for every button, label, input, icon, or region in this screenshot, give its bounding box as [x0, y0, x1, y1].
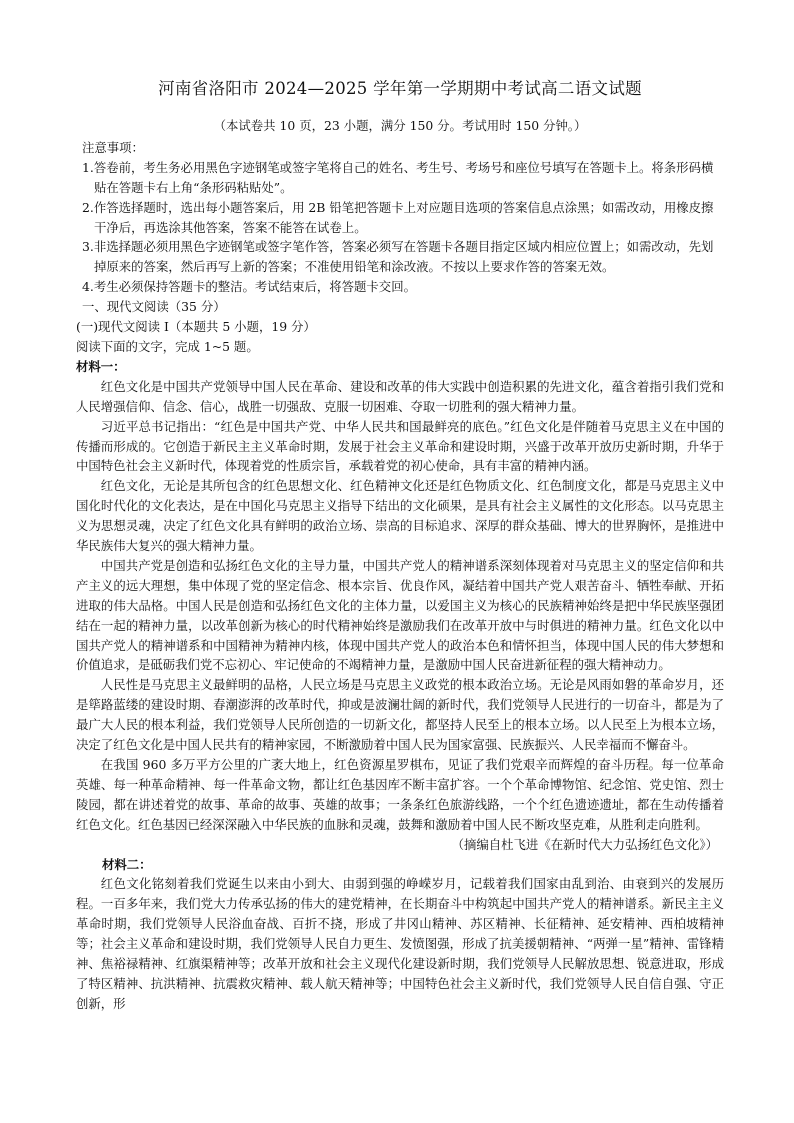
- subsection-heading: (一)现代文阅读 I（本题共 5 小题，19 分）: [76, 319, 316, 335]
- material1-paragraph: 红色文化是中国共产党领导中国人民在革命、建设和改革的伟大实践中创造积累的先进文化，蕴含着指引我们党和人民增强信仰、信念、信心，战胜一切强敌、克服一切困难、夺取一切胜利的强大精神力量。: [76, 378, 724, 414]
- material1-paragraph: 在我国 960 多万平方公里的广袤大地上，红色资源星罗棋布，见证了我们党艰辛而辉煌的奋斗历程。每一位革命英雄、每一种革命精神、每一件革命文物，都让红色基因库不断丰富扩容。一个个革命博物馆、纪念馆、党史馆、烈士陵园，都在讲述着党的故事、革命的故事、英雄的故事；一条条红色旅游线路，一个个红色遗迹遗址，都在生动传播着红色文化。红色基因已经深深融入中华民族的血脉和灵魂，鼓舞和激励着中国人民不断攻坚克难，从胜利走向胜利。: [76, 757, 724, 832]
- material1-paragraph: 人民性是马克思主义最鲜明的品格，人民立场是马克思主义政党的根本政治立场。无论是风雨如磐的革命岁月，还是筚路蓝缕的建设时期、春潮澎湃的改革时代，抑或是波澜壮阔的新时代，我们党领导人民进行的一切奋斗，都是为了最广大人民的根本利益，我们党领导人民所创造的一切新文化，都坚持人民至上的根本立场。以人民至上为根本立场，决定了红色文化是中国人民共有的精神家园，不断激励着中国人民为国家富强、民族振兴、人民幸福而不懈奋斗。: [76, 677, 724, 753]
- note-item: 4.考生必须保持答题卡的整洁。考试结束后，将答题卡交回。: [82, 279, 416, 295]
- material1-source: （摘编自杜飞进《在新时代大力弘扬红色文化》）: [451, 836, 718, 852]
- exam-subtitle: （本试卷共 10 页，23 小题，满分 150 分。考试用时 150 分钟。）: [213, 118, 587, 133]
- exam-title: 河南省洛阳市 2024—2025 学年第一学期期中考试高二语文试题: [158, 79, 642, 98]
- material2-label: 材料二：: [102, 856, 152, 872]
- material1-label: 材料一：: [76, 358, 126, 374]
- material2-paragraph: 红色文化铭刻着我们党诞生以来由小到大、由弱到强的峥嵘岁月，记载着我们国家由乱到治、由衰到兴的发展历程。一百多年来，我们党大力传承弘扬的伟大的建党精神，在长期奋斗中构筑起中国共产党人的精神谱系。新民主主义革命时期，我们党领导人民浴血奋战、百折不挠，形成了井冈山精神、苏区精神、长征精神、延安精神、西柏坡精神等；社会主义革命和建设时期，我们党领导人民自力更生、发愤图强，形成了抗美援朝精神、“两弹一星”精神、雷锋精神、焦裕禄精神、红旗渠精神等；改革开放和社会主义现代化建设新时期，我们党领导人民解放思想、锐意进取，形成了特区精神、抗洪精神、抗震救灾精神、载人航天精神等；中国特色社会主义新时代，我们党领导人民自信自强、守正创新，形: [76, 876, 724, 1011]
- note-item: 2.作答选择题时，选出每小题答案后，用 2B 铅笔把答题卡上对应题目选项的答案信息点涂黑；如需改动，用橡皮擦干净后，再选涂其他答案，答案不能答在试卷上。: [82, 199, 714, 235]
- notes-heading: 注意事项：: [82, 139, 144, 155]
- note-item: 3.非选择题必须用黑色字迹钢笔或签字笔作答，答案必须写在答题卡各题目指定区域内相应位置上；如需改动，先划掉原来的答案，然后再写上新的答案；不准使用铅笔和涂改液。不按以上要求作答的答案无效。: [82, 239, 714, 275]
- notes-list: [76, 158, 724, 297]
- note-item: 1.答卷前，考生务必用黑色字迹钢笔或签字笔将自己的姓名、考生号、考场号和座位号填写在答题卡上。将条形码横贴在答题卡右上角“条形码粘贴处”。: [82, 159, 714, 195]
- material1-paragraph: 中国共产党是创造和弘扬红色文化的主导力量，中国共产党人的精神谱系深刻体现着对马克思主义的坚定信仰和共产主义的远大理想，集中体现了党的坚定信念、根本宗旨、优良作风，凝结着中国共产党人艰苦奋斗、牺牲奉献、开拓进取的伟大品格。中国人民是创造和弘扬红色文化的主体力量，以爱国主义为核心的民族精神始终是把中华民族坚强团结在一起的精神力量，以改革创新为核心的时代精神始终是激励我们在改革开放中与时俱进的精神力量。红色文化以中国共产党人的精神谱系和中国精神为精神内核，体现中国共产党人的政治本色和情怀担当，体现中国人民的伟大梦想和价值追求，是砥砺我们党不忘初心、牢记使命的不竭精神力量，是激励中国人民奋进新征程的强大精神动力。: [76, 557, 724, 673]
- material1-paragraph: 习近平总书记指出：“红色是中国共产党、中华人民共和国最鲜亮的底色。”红色文化是伴随着马克思主义在中国的传播而形成的。它创造于新民主主义革命时期，发展于社会主义革命和建设时期，兴盛于改革开放历史新时期，升华于中国特色社会主义新时代，体现着党的性质宗旨，承载着党的初心使命，具有丰富的精神内涵。: [76, 418, 724, 474]
- reading-instruction: 阅读下面的文字，完成 1~5 题。: [76, 338, 259, 354]
- section-heading: 一、现代文阅读（35 分）: [82, 299, 226, 315]
- material1-paragraph: 红色文化，无论是其所包含的红色思想文化、红色精神文化还是红色物质文化、红色制度文化，都是马克思主义中国化时代化的文化表达，是在中国化马克思主义指导下结出的文化硕果，是具有社会主义属性的文化形态。以马克思主义为思想灵魂，决定了红色文化具有鲜明的政治立场、崇高的目标追求、深厚的群众基础、博大的世界胸怀，是推进中华民族伟大复兴的强大精神力量。: [76, 478, 724, 554]
